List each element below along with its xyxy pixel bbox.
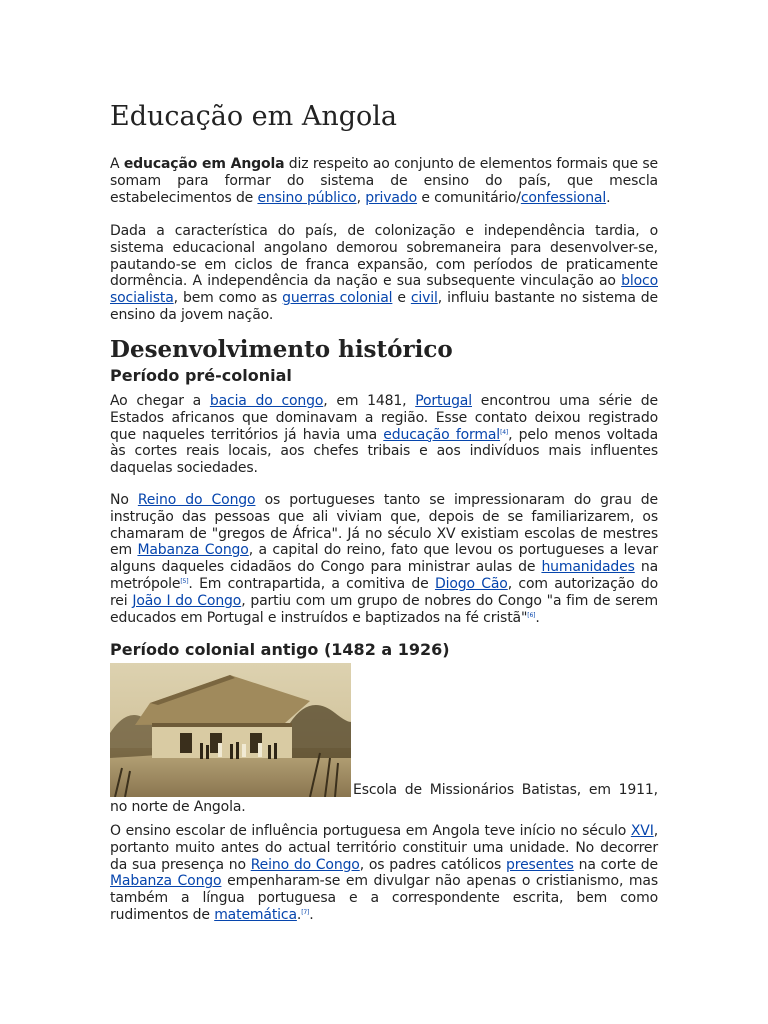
link-mabanza-congo-2[interactable]: Mabanza Congo	[110, 873, 222, 890]
text: , influiu bastante no sistema de ensino da jovem nação.	[110, 290, 658, 323]
link-xvi[interactable]: XVI	[630, 823, 654, 839]
text: .	[606, 189, 611, 206]
text: ,	[356, 189, 366, 206]
link-privado[interactable]: privado	[365, 189, 418, 206]
text: diz respeito ao conjunto de elementos formais que se somam para formar do sistema de ensino do país, que mescla estabelecimentos de	[110, 156, 658, 206]
link-educacao-formal[interactable]: educação formal	[383, 426, 501, 443]
link-bacia-do-congo[interactable]: bacia do congo	[209, 393, 324, 409]
bold-term: educação em Angola	[123, 156, 285, 172]
text: e comunitário/	[417, 189, 521, 206]
caption-text: Escola de Missionários Batistas, em 1911, no norte de Angola.	[110, 782, 658, 815]
reference-4[interactable]: [4]	[500, 428, 509, 436]
text: , bem como as	[173, 290, 283, 307]
link-civil[interactable]: civil	[410, 290, 438, 307]
reference-7[interactable]: [7]	[301, 908, 310, 916]
subsection-heading-pre-colonial: Período pré-colonial	[110, 366, 292, 385]
reference-6[interactable]: [6]	[527, 611, 536, 619]
link-portugal[interactable]: Portugal	[415, 393, 472, 409]
text: . Em contrapartida, a comitiva de	[188, 575, 435, 592]
text: , portanto muito antes do actual território constituir uma unidade. No decorrer da sua presença no	[110, 823, 658, 873]
pre-colonial-paragraph-1	[110, 393, 658, 477]
link-bloco-socialista[interactable]: bloco socialista	[110, 273, 658, 307]
text: , a capital do reino, fato que levou os portugueses a levar alguns daqueles cidadãos do Congo para ministrar aulas de	[110, 542, 658, 576]
text: O ensino escolar de influência portuguesa em Angola teve início no século	[110, 823, 631, 839]
link-diogo-cao[interactable]: Diogo Cão	[434, 575, 508, 592]
colonial-paragraph-1	[110, 823, 658, 924]
page-title: Educação em Angola	[110, 101, 397, 132]
text: , os padres católicos	[359, 856, 507, 873]
subsection-heading-colonial-antigo: Período colonial antigo (1482 a 1926)	[110, 640, 450, 659]
link-mabanza-congo[interactable]: Mabanza Congo	[137, 542, 249, 559]
link-reino-do-congo[interactable]: Reino do Congo	[137, 492, 256, 508]
text: empenharam-se em divulgar não apenas o cristianismo, mas também a língua portuguesa e a correspondente escrita, bem como rudimentos de	[110, 873, 658, 923]
text: .	[296, 906, 302, 923]
text: na corte de	[573, 856, 659, 873]
text: .	[535, 609, 540, 626]
link-joao-i-do-congo[interactable]: João I do Congo	[132, 592, 242, 609]
reference-5[interactable]: [5]	[180, 577, 189, 585]
link-reino-do-congo-2[interactable]: Reino do Congo	[250, 856, 360, 873]
text: No	[110, 492, 138, 508]
text: Dada a característica do país, de colonização e independência tardia, o sistema educacional angolano demorou sobremaneira para desenvolver-se, pautando-se em ciclos de franca expansão, com períodos de praticamente dormência. A independência da nação e sua subsequente vinculação ao	[110, 223, 658, 290]
link-matematica[interactable]: matemática	[214, 906, 297, 923]
intro-paragraph-1	[110, 156, 658, 206]
text: Ao chegar a	[110, 393, 210, 409]
section-heading: Desenvolvimento histórico	[110, 336, 453, 363]
text: os portugueses tanto se impressionaram do grau de instrução das pessoas que ali viviam que, depois de se familiarizarem, os chamaram de "gregos de África". Já no século XV existiam escolas de mestres em	[110, 492, 658, 559]
missionary-school-photo[interactable]	[110, 663, 351, 797]
text: e	[392, 290, 411, 307]
text: na metrópole	[110, 559, 658, 592]
text: , pelo menos voltada às cortes reais locais, aos chefes tribais e aos indivíduos mais influentes daquelas sociedades.	[110, 426, 658, 477]
photo-caption	[110, 782, 658, 816]
text: A	[110, 156, 124, 172]
pre-colonial-paragraph-2	[110, 492, 658, 626]
link-humanidades[interactable]: humanidades	[541, 559, 635, 576]
link-guerras-colonial[interactable]: guerras colonial	[282, 290, 393, 307]
text: , em 1481,	[323, 393, 416, 409]
text: encontrou uma série de Estados africanos que dominavam a região. Esse contato deixou registrado que naqueles territórios já havia uma	[110, 393, 658, 443]
link-ensino-publico[interactable]: ensino público	[257, 189, 357, 206]
text: , com autorização do rei	[110, 575, 659, 609]
missionary-school-image	[110, 663, 351, 797]
intro-paragraph-2	[110, 223, 658, 324]
text: , partiu com um grupo de nobres do Congo "a fim de serem educados em Portugal e instruídos e baptizados na fé cristã"	[110, 592, 658, 626]
text: .	[309, 906, 314, 923]
link-presentes[interactable]: presentes	[506, 856, 574, 873]
link-confessional[interactable]: confessional	[520, 189, 607, 206]
